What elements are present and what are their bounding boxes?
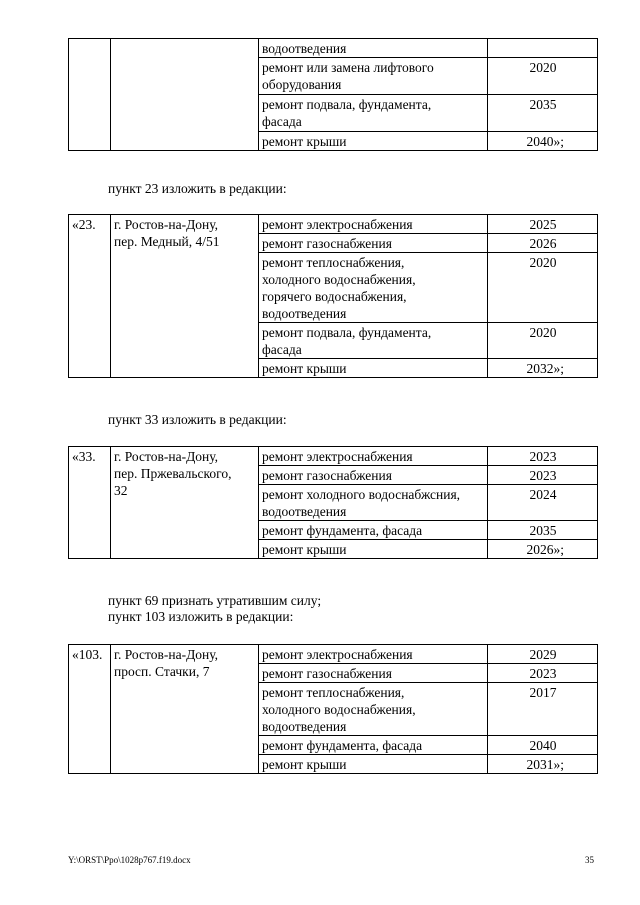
page-number: 35: [585, 855, 594, 865]
address-cell: г. Ростов-на-Дону, просп. Стачки, 7: [111, 645, 259, 774]
work-cell: ремонт газоснабжения: [259, 664, 488, 683]
work-cell: ремонт газоснабжения: [259, 234, 488, 253]
paragraph-item-33: пункт 33 изложить в редакции:: [108, 412, 287, 427]
num-cell: «103.: [69, 645, 111, 774]
year-cell: [488, 39, 598, 58]
work-cell: ремонт или замена лифтового оборудования: [259, 58, 488, 95]
year-cell: 2026»;: [488, 540, 598, 559]
year-cell: 2023: [488, 447, 598, 466]
work-cell: ремонт электроснабжения: [259, 215, 488, 234]
year-cell: 2017: [488, 683, 598, 736]
work-cell: ремонт крыши: [259, 132, 488, 151]
year-cell: 2029: [488, 645, 598, 664]
year-cell: 2040»;: [488, 132, 598, 151]
paragraph-item-23: пункт 23 изложить в редакции:: [108, 181, 287, 196]
table-item-33: [68, 446, 598, 559]
year-cell: 2026: [488, 234, 598, 253]
work-cell: ремонт фундамента, фасада: [259, 521, 488, 540]
num-cell: «33.: [69, 447, 111, 559]
work-cell: ремонт крыши: [259, 359, 488, 378]
year-cell: 2025: [488, 215, 598, 234]
table-item-103: [68, 644, 598, 774]
year-cell: 2035: [488, 95, 598, 132]
year-cell: 2020: [488, 323, 598, 359]
work-cell: ремонт подвала, фундамента, фасада: [259, 95, 488, 132]
work-cell: ремонт электроснабжения: [259, 447, 488, 466]
continued-table: [68, 38, 598, 151]
paragraph-item-69: пункт 69 признать утратившим силу;: [108, 593, 322, 608]
year-cell: 2020: [488, 58, 598, 95]
work-cell: ремонт крыши: [259, 540, 488, 559]
year-cell: 2040: [488, 736, 598, 755]
paragraph-item-103: пункт 103 изложить в редакции:: [108, 609, 294, 624]
table-row: [69, 645, 598, 664]
work-cell: ремонт холодного водоснабжсния, водоотведения: [259, 485, 488, 521]
address-cell: [111, 39, 259, 151]
num-cell: [69, 39, 111, 151]
work-cell: ремонт электроснабжения: [259, 645, 488, 664]
year-cell: 2020: [488, 253, 598, 323]
work-cell: ремонт теплоснабжения, холодного водоснабжения, водоотведения: [259, 683, 488, 736]
work-cell: ремонт фундамента, фасада: [259, 736, 488, 755]
year-cell: 2023: [488, 664, 598, 683]
table-item-23: [68, 214, 598, 378]
table-row: [69, 215, 598, 234]
table-row: [69, 39, 598, 58]
table-row: [69, 447, 598, 466]
year-cell: 2031»;: [488, 755, 598, 774]
work-cell: ремонт подвала, фундамента, фасада: [259, 323, 488, 359]
work-cell: ремонт крыши: [259, 755, 488, 774]
footer-file-path: Y:\ORST\Ppo\1028p767.f19.docx: [68, 855, 191, 865]
year-cell: 2023: [488, 466, 598, 485]
work-cell: водоотведения: [259, 39, 488, 58]
address-cell: г. Ростов-на-Дону, пер. Пржевальского, 32: [111, 447, 259, 559]
year-cell: 2035: [488, 521, 598, 540]
year-cell: 2024: [488, 485, 598, 521]
address-cell: г. Ростов-на-Дону, пер. Медный, 4/51: [111, 215, 259, 378]
work-cell: ремонт газоснабжения: [259, 466, 488, 485]
work-cell: ремонт теплоснабжения, холодного водоснабжения, горячего водоснабжения, водоотведения: [259, 253, 488, 323]
year-cell: 2032»;: [488, 359, 598, 378]
num-cell: «23.: [69, 215, 111, 378]
